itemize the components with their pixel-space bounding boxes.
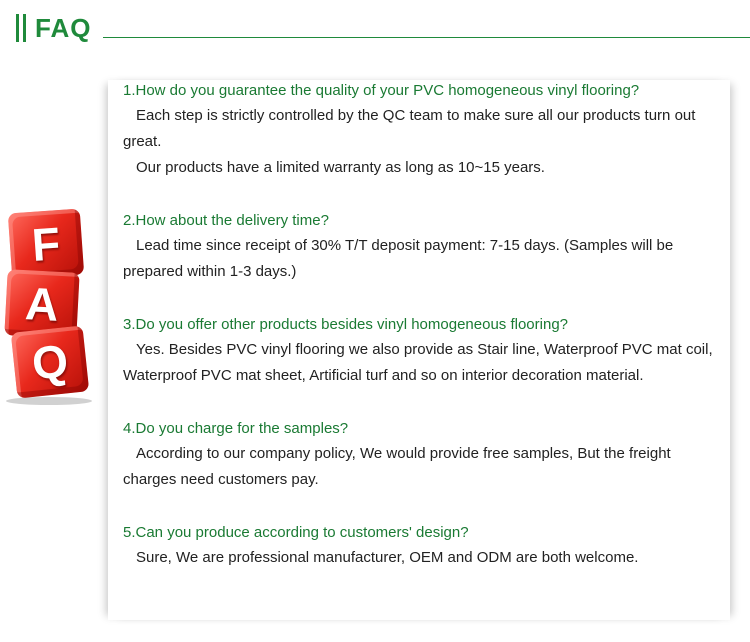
faq-question: 2.How about the delivery time? <box>123 212 329 229</box>
header-bar-right <box>23 14 26 42</box>
cube-a: A <box>4 269 79 339</box>
faq-answer: Sure, We are professional manufacturer, OEM and ODM are both welcome. <box>136 549 639 566</box>
faq-answer: According to our company policy, We would provide free samples, But the freight charges need customers pay. <box>123 445 671 488</box>
faq-answer: Each step is strictly controlled by the QC team to make sure all our products turn out great. <box>123 107 696 150</box>
faq-question: 3.Do you offer other products besides vinyl homogeneous flooring? <box>123 316 568 333</box>
faq-item-4 <box>123 417 728 493</box>
faq-question: 4.Do you charge for the samples? <box>123 420 349 437</box>
faq-item-1 <box>123 79 728 181</box>
header-title: FAQ <box>35 13 92 43</box>
faq-question: 5.Can you produce according to customers' design? <box>123 524 469 541</box>
cube-shadow <box>6 397 92 405</box>
faq-item-2 <box>123 209 728 285</box>
faq-item-5 <box>123 521 728 571</box>
faq-answer: Yes. Besides PVC vinyl flooring we also provide as Stair line, Waterproof PVC mat coil, Waterproof PVC mat sheet, Artificial turf and so on interior decoration material. <box>123 341 713 384</box>
header-rule <box>103 37 750 38</box>
faq-answer: Our products have a limited warranty as long as 10~15 years. <box>136 159 545 176</box>
faq-item-3 <box>123 313 728 389</box>
faq-cubes-graphic <box>0 205 100 405</box>
faq-header <box>0 0 750 50</box>
cube-q: Q <box>11 325 90 398</box>
faq-question: 1.How do you guarantee the quality of your PVC homogeneous vinyl flooring? <box>123 82 640 99</box>
cube-f: F <box>8 209 84 280</box>
faq-answer: Lead time since receipt of 30% T/T deposit payment: 7-15 days. (Samples will be prepared within 1-3 days.) <box>123 237 674 280</box>
header-bar-left <box>16 14 19 42</box>
